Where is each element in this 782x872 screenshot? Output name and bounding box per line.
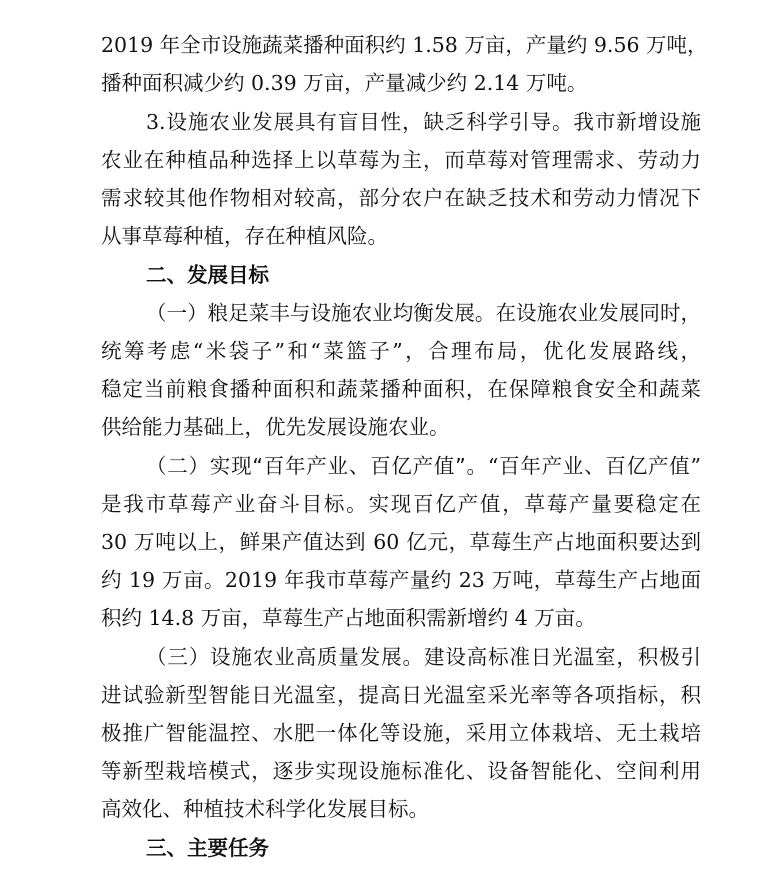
paragraph-line: 积约 14.8 万亩，草莓生产占地面积需新增约 4 万亩。 xyxy=(101,606,596,630)
paragraph-line: 极推广智能温控、水肥一体化等设施，采用立体栽培、无土栽培 xyxy=(101,721,701,745)
paragraph-line: 30 万吨以上，鲜果产值达到 60 亿元，草莓生产占地面积要达到 xyxy=(101,530,701,554)
section-heading: 三、主要任务 xyxy=(146,836,269,860)
paragraph-line: 从事草莓种植，存在种植风险。 xyxy=(101,224,388,248)
subsection-lead: （一）粮足菜丰与设施农业均衡发展。 xyxy=(146,301,496,325)
paragraph-line: 播种面积减少约 0.39 万亩，产量减少约 2.14 万吨。 xyxy=(101,71,588,95)
paragraph-line: 约 19 万亩。2019 年我市草莓产量约 23 万吨，草莓生产占地面 xyxy=(101,568,701,592)
paragraph-text: “百年产业、百亿产值” xyxy=(487,454,701,478)
paragraph-line: 稳定当前粮食播种面积和蔬菜播种面积，在保障粮食安全和蔬菜 xyxy=(101,377,701,401)
paragraph-line: 供给能力基础上，优先发展设施农业。 xyxy=(101,415,450,439)
paragraph-line: 农业在种植品种选择上以草莓为主，而草莓对管理需求、劳动力 xyxy=(101,148,701,172)
paragraph-text: 在设施农业发展同时， xyxy=(495,301,702,325)
paragraph-line: 2019 年全市设施蔬菜播种面积约 1.58 万亩，产量约 9.56 万吨， xyxy=(101,33,708,57)
paragraph-line: 统筹考虑“米袋子”和“菜篮子”，合理布局，优化发展路线， xyxy=(101,339,701,363)
paragraph-text: 建设高标准日光温室，积极引 xyxy=(423,645,702,669)
paragraph-line: 3.设施农业发展具有盲目性，缺乏科学引导。我市新增设施 xyxy=(146,110,701,134)
paragraph-line: 进试验新型智能日光温室，提高日光温室采光率等各项指标，积 xyxy=(101,683,701,707)
paragraph-line xyxy=(146,447,701,485)
paragraph-line xyxy=(146,294,701,332)
paragraph-line: 高效化、种植技术科学化发展目标。 xyxy=(101,797,429,821)
paragraph-line: 是我市草莓产业奋斗目标。实现百亿产值，草莓产量要稳定在 xyxy=(101,492,701,516)
paragraph-line: 需求较其他作物相对较高，部分农户在缺乏技术和劳动力情况下 xyxy=(101,186,701,210)
subsection-lead: （二）实现“百年产业、百亿产值”。 xyxy=(146,454,488,478)
paragraph-line: 等新型栽培模式，逐步实现设施标准化、设备智能化、空间利用 xyxy=(101,759,701,783)
section-heading: 二、发展目标 xyxy=(146,263,269,287)
paragraph-line xyxy=(146,638,701,676)
subsection-lead: （三）设施农业高质量发展。 xyxy=(146,645,424,669)
